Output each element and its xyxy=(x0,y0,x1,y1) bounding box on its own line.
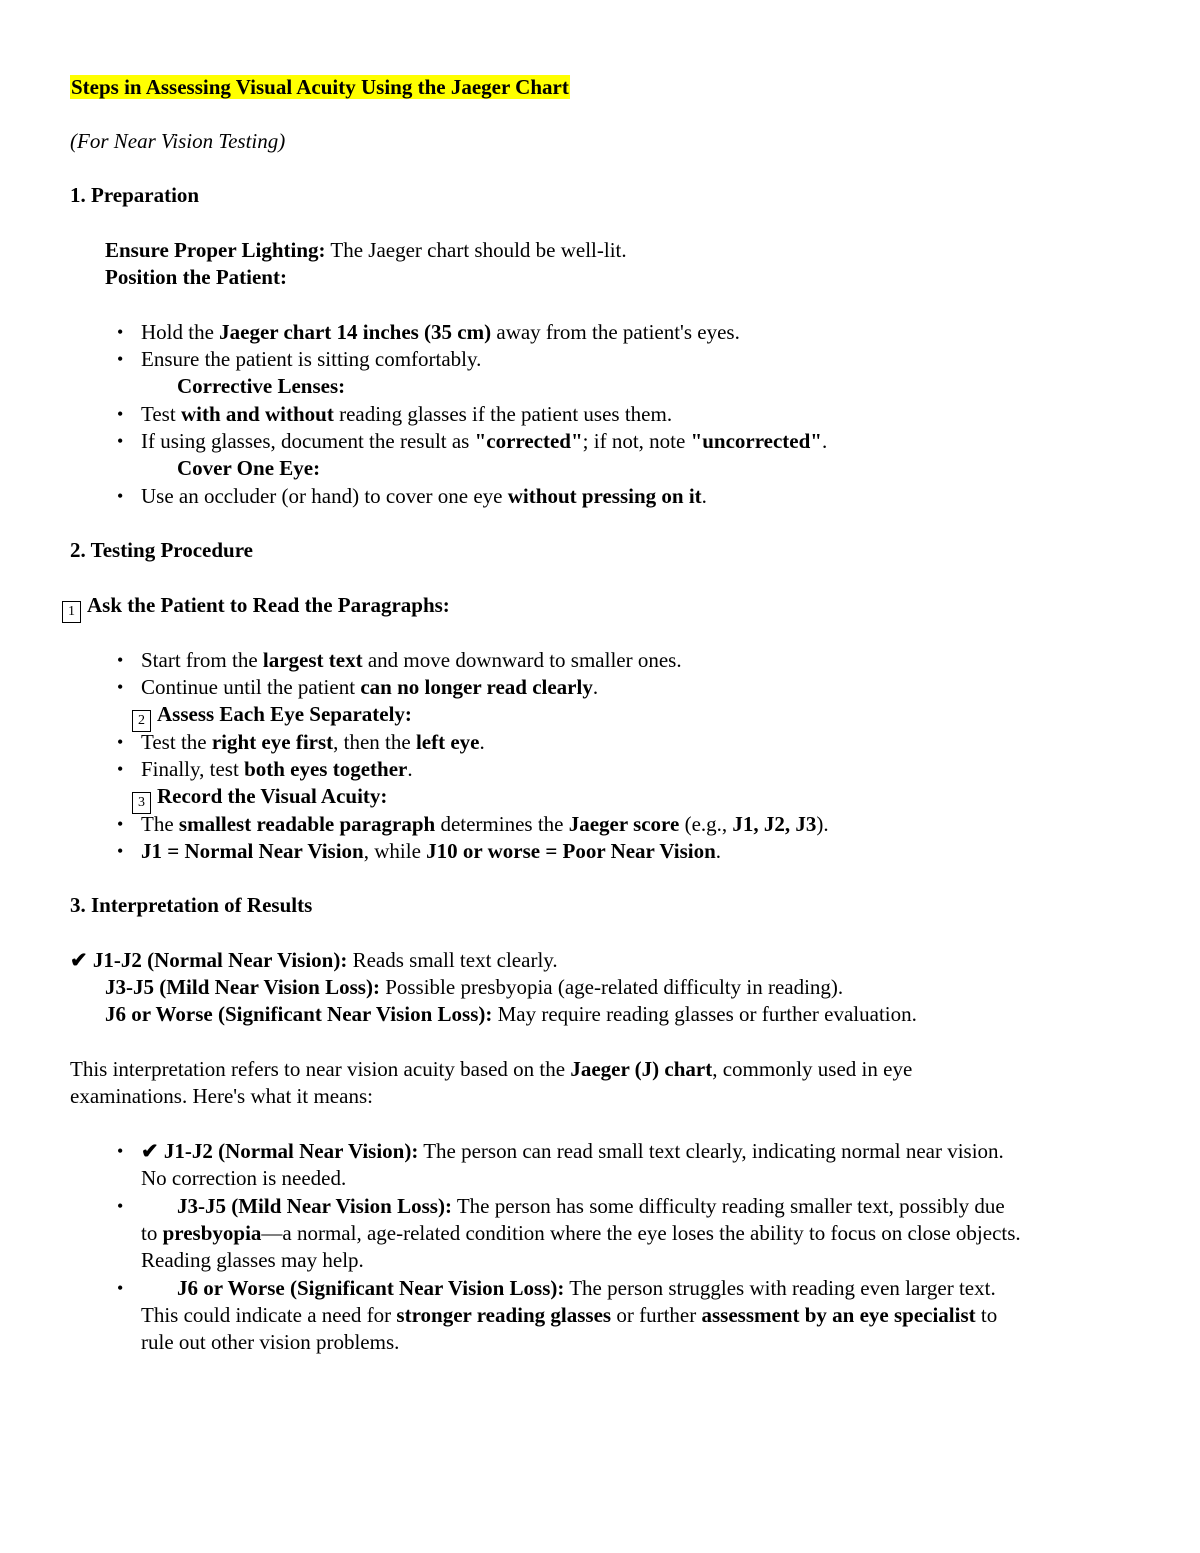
bullet-icon: • xyxy=(117,814,124,834)
list-item-continued: Reading glasses may help. xyxy=(141,1248,364,1272)
cover-label: Cover One Eye: xyxy=(177,456,321,480)
bullet-icon: • xyxy=(117,841,124,861)
list-item: J6 or Worse (Significant Near Vision Loss): The person struggles with reading even larger text. xyxy=(177,1276,996,1300)
list-item: Ensure the patient is sitting comfortably. xyxy=(141,347,482,371)
section-heading-testing: 2. Testing Procedure xyxy=(70,538,253,562)
position-label: Position the Patient: xyxy=(105,265,287,289)
lighting-line: Ensure Proper Lighting: The Jaeger chart should be well-lit. xyxy=(105,238,627,262)
bullet-icon: • xyxy=(117,431,124,451)
result-line: J3-J5 (Mild Near Vision Loss): Possible presbyopia (age-related difficulty in reading). xyxy=(105,975,844,999)
list-item: Test with and without reading glasses if the patient uses them. xyxy=(141,402,673,426)
list-item: The smallest readable paragraph determines the Jaeger score (e.g., J1, J2, J3). xyxy=(141,812,829,836)
bullet-icon: • xyxy=(117,650,124,670)
subtitle: (For Near Vision Testing) xyxy=(70,129,286,153)
list-item-continued: This could indicate a need for stronger reading glasses or further assessment by an eye specialist to xyxy=(141,1303,998,1327)
bullet-icon: • xyxy=(117,759,124,779)
section-heading-interpretation: 3. Interpretation of Results xyxy=(70,893,313,917)
bullet-icon: • xyxy=(117,677,124,697)
list-item-continued: to presbyopia—a normal, age-related condition where the eye loses the ability to focus on close objects. xyxy=(141,1221,1021,1245)
list-item: Use an occluder (or hand) to cover one eye without pressing on it. xyxy=(141,484,707,508)
section-heading-preparation: 1. Preparation xyxy=(70,183,200,207)
list-item-continued: rule out other vision problems. xyxy=(141,1330,400,1354)
lenses-label: Corrective Lenses: xyxy=(177,374,346,398)
page-title: Steps in Assessing Visual Acuity Using the Jaeger Chart xyxy=(71,75,569,99)
step-number-icon: 3 xyxy=(132,792,151,814)
bullet-icon: • xyxy=(117,404,124,424)
list-item: J1 = Normal Near Vision, while J10 or worse = Poor Near Vision. xyxy=(141,839,722,863)
result-line: J6 or Worse (Significant Near Vision Loss): May require reading glasses or further evaluation. xyxy=(105,1002,917,1026)
list-item: Continue until the patient can no longer read clearly. xyxy=(141,675,599,699)
list-item: If using glasses, document the result as "corrected"; if not, note "uncorrected". xyxy=(141,429,828,453)
paragraph: examinations. Here's what it means: xyxy=(70,1084,373,1108)
paragraph: This interpretation refers to near vision acuity based on the Jaeger (J) chart, commonly used in eye xyxy=(70,1057,913,1081)
list-item: J3-J5 (Mild Near Vision Loss): The person has some difficulty reading smaller text, possibly due xyxy=(177,1194,1005,1218)
step-heading: 3 Record the Visual Acuity: xyxy=(132,783,387,814)
bullet-icon: • xyxy=(117,1196,124,1216)
bullet-icon: • xyxy=(117,322,124,342)
list-item: Finally, test both eyes together. xyxy=(141,757,413,781)
list-item: Hold the Jaeger chart 14 inches (35 cm) away from the patient's eyes. xyxy=(141,320,740,344)
bullet-icon: • xyxy=(117,732,124,752)
step-number-icon: 1 xyxy=(62,601,81,623)
result-line: ✔ J1-J2 (Normal Near Vision): Reads small text clearly. xyxy=(70,948,558,972)
list-item: Start from the largest text and move downward to smaller ones. xyxy=(141,648,682,672)
step-heading: 1 Ask the Patient to Read the Paragraphs: xyxy=(62,592,450,623)
list-item: ✔ J1-J2 (Normal Near Vision): The person can read small text clearly, indicating normal near vision. xyxy=(141,1139,1004,1163)
bullet-icon: • xyxy=(117,349,124,369)
step-heading: 2 Assess Each Eye Separately: xyxy=(132,701,412,732)
list-item-continued: No correction is needed. xyxy=(141,1166,347,1190)
step-number-icon: 2 xyxy=(132,710,151,732)
list-item: Test the right eye first, then the left eye. xyxy=(141,730,485,754)
bullet-icon: • xyxy=(117,1141,124,1161)
bullet-icon: • xyxy=(117,486,124,506)
bullet-icon: • xyxy=(117,1278,124,1298)
